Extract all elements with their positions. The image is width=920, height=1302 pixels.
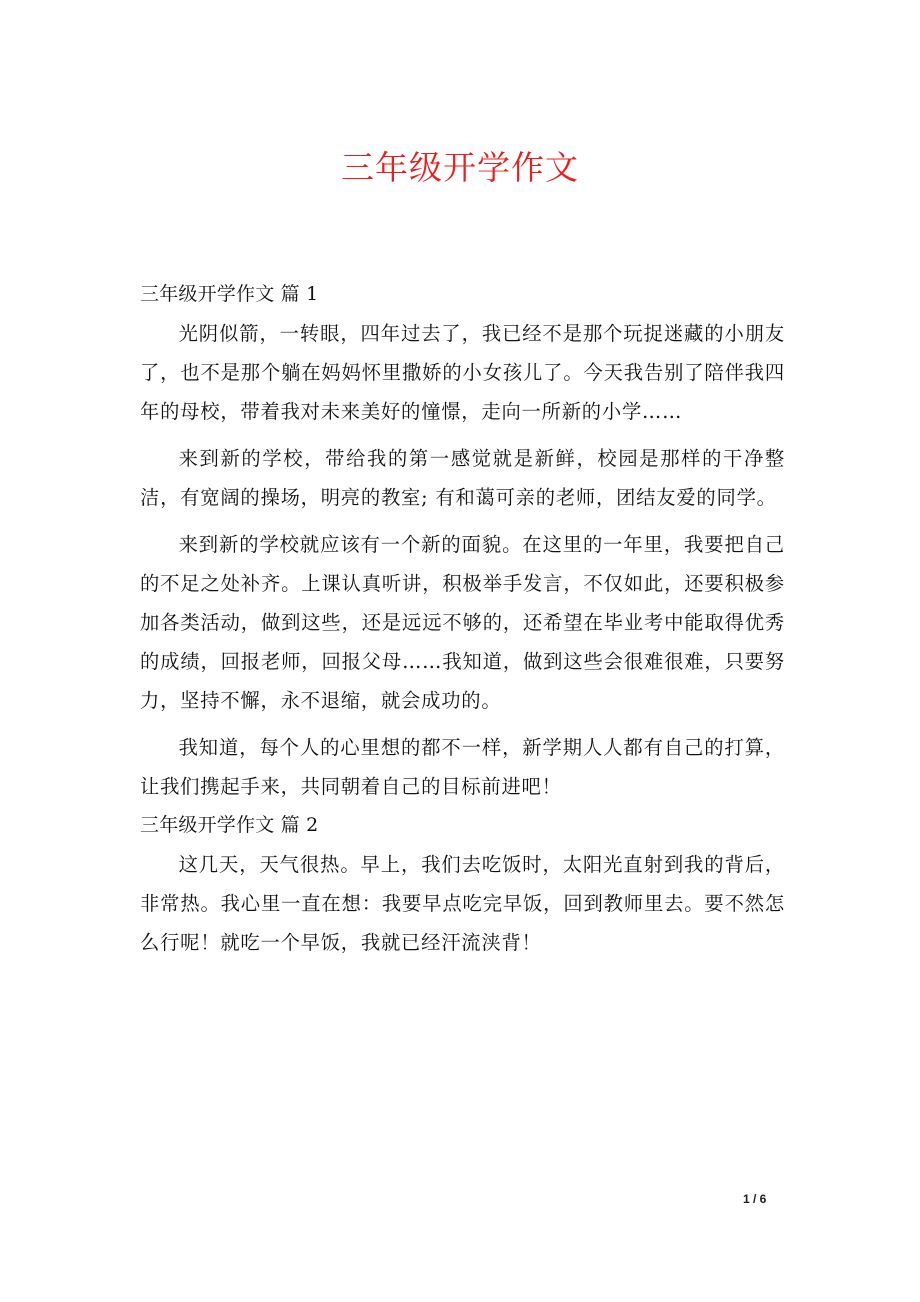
page-number: 1 / 6: [743, 1192, 767, 1206]
document-title: 三年级开学作文: [341, 148, 579, 187]
essay-section-1: [140, 275, 785, 806]
paragraph: 我知道，每个人的心里想的都不一样，新学期人人都有自己的打算，让我们携起手来，共同朝着自己的目标前进吧！: [140, 736, 785, 798]
essay-section-2: [140, 806, 785, 962]
paragraph: 这几天，天气很热。早上，我们去吃饭时，太阳光直射到我的背后，非常热。我心里一直在想：我要早点吃完早饭，回到教师里去。要不然怎么行呢！就吃一个早饭，我就已经汗流浃背！: [140, 853, 785, 954]
paragraph: 光阴似箭，一转眼，四年过去了，我已经不是那个玩捉迷藏的小朋友了，也不是那个躺在妈妈怀里撒娇的小女孩儿了。今天我告别了陪伴我四年的母校，带着我对未来美好的憧憬，走向一所新的小学……: [140, 322, 785, 423]
section-heading: 三年级开学作文 篇 1: [140, 283, 319, 305]
paragraph: 来到新的学校就应该有一个新的面貌。在这里的一年里，我要把自己的不足之处补齐。上课认真听讲，积极举手发言，不仅如此，还要积极参加各类活动，做到这些，还是远远不够的，还希望在毕业考中能取得优秀的成绩，回报老师，回报父母……我知道，做到这些会很难很难，只要努力，坚持不懈，永不退缩，就会成功的。: [140, 533, 785, 712]
section-heading: 三年级开学作文 篇 2: [140, 814, 319, 836]
document-body: [140, 275, 785, 962]
paragraph: 来到新的学校，带给我的第一感觉就是新鲜，校园是那样的干净整洁，有宽阔的操场，明亮的教室; 有和蔼可亲的老师，团结友爱的同学。: [140, 447, 785, 509]
